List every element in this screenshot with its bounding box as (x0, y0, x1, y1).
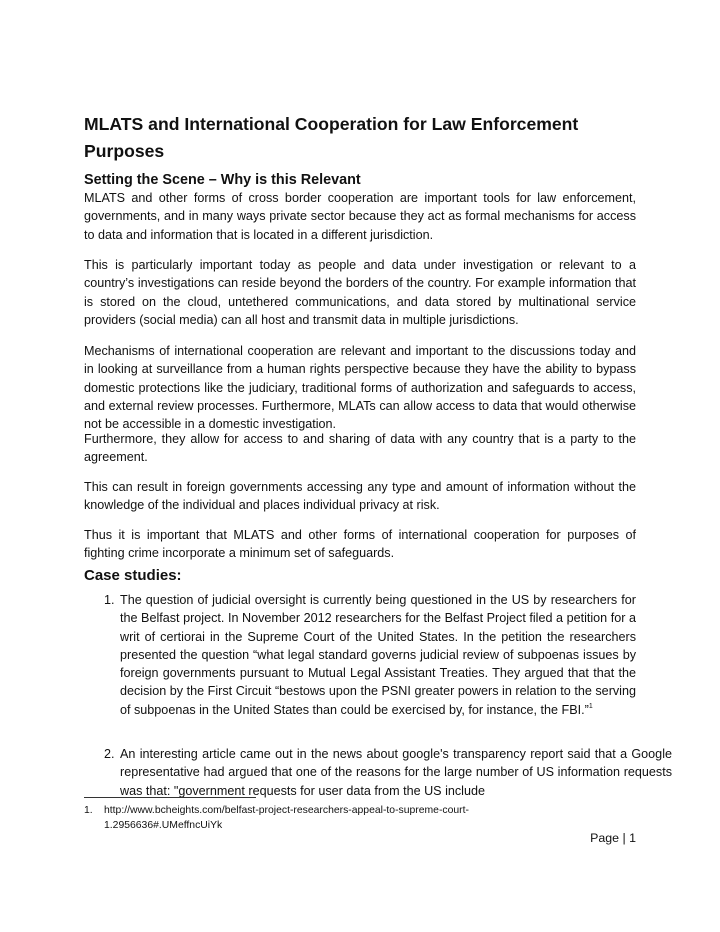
list-item-text: An interesting article came out in the news about google's transparency report said that a Google representative had argued that one of the reasons for the large number of US information requests was that: "government requests for user data from the US include (120, 747, 672, 798)
paragraph: This is particularly important today as people and data under investigation or relevant to a country’s investigations can reside beyond the borders of the country. For example information that is stored on the cloud, untethered communications, and data stored by multinational service providers (social media) can all host and transmit data in multiple jurisdictions. (84, 258, 636, 327)
section-heading-case-studies: Case studies: (84, 567, 182, 584)
paragraph: Mechanisms of international cooperation are relevant and important to the discussions today and in looking at surveillance from a human rights perspective because they have the ability to bypass domestic protections like the judiciary, traditional forms of authorization and safeguards to access, and external review processes. Furthermore, MLATs can allow access to data that would otherwise not be accessible in a domestic investigation. (84, 344, 636, 432)
list-item (84, 591, 636, 719)
paragraph: MLATS and other forms of cross border cooperation are important tools for law enforcement, governments, and in many ways private sector because they act as formal mechanisms for access to data and information that is located in a different jurisdiction. (84, 191, 636, 242)
list-item-number: 1. (104, 593, 115, 607)
footnote-divider (84, 797, 256, 798)
section-heading-setting-the-scene: Setting the Scene – Why is this Relevant (84, 172, 361, 188)
paragraph: Thus it is important that MLATS and other forms of international cooperation for purposes of fighting crime incorporate a minimum set of safeguards. (84, 528, 636, 561)
list-item-text: The question of judicial oversight is currently being questioned in the US by researchers for the Belfast project. In November 2012 researchers for the Belfast Project filed a petition for a writ of certiorai in the Supreme Court of the United States. In the petition the researchers presented the question “what legal standard governs judicial review of subpoenas issues by foreign governments pursuant to Mutual Legal Assistant Treaties. They argued that that the decision by the First Circuit “bestows upon the PSNI greater powers in relation to the serving of subpoenas in the United States than could be exercised by, for instance, the FBI.” (120, 593, 636, 717)
footnote-reference[interactable]: 1 (588, 702, 593, 710)
page-number: Page | 1 (590, 831, 636, 845)
footnote-link[interactable]: http://www.bcheights.com/belfast-project-researchers-appeal-to-supreme-court- (104, 805, 469, 816)
paragraph: This can result in foreign governments accessing any type and amount of information without the knowledge of the individual and places individual privacy at risk. (84, 480, 636, 513)
footnote-number: 1. (84, 805, 93, 816)
document-title: MLATS and International Cooperation for Law Enforcement Purposes (84, 114, 579, 161)
case-studies-list (84, 591, 672, 798)
footnote-link-continued[interactable]: 1.2956636#.UMeffncUiYk (104, 820, 223, 831)
list-item (84, 745, 672, 800)
paragraph: Furthermore, they allow for access to and sharing of data with any country that is a party to the agreement. (84, 432, 636, 465)
list-item-number: 2. (104, 747, 115, 761)
